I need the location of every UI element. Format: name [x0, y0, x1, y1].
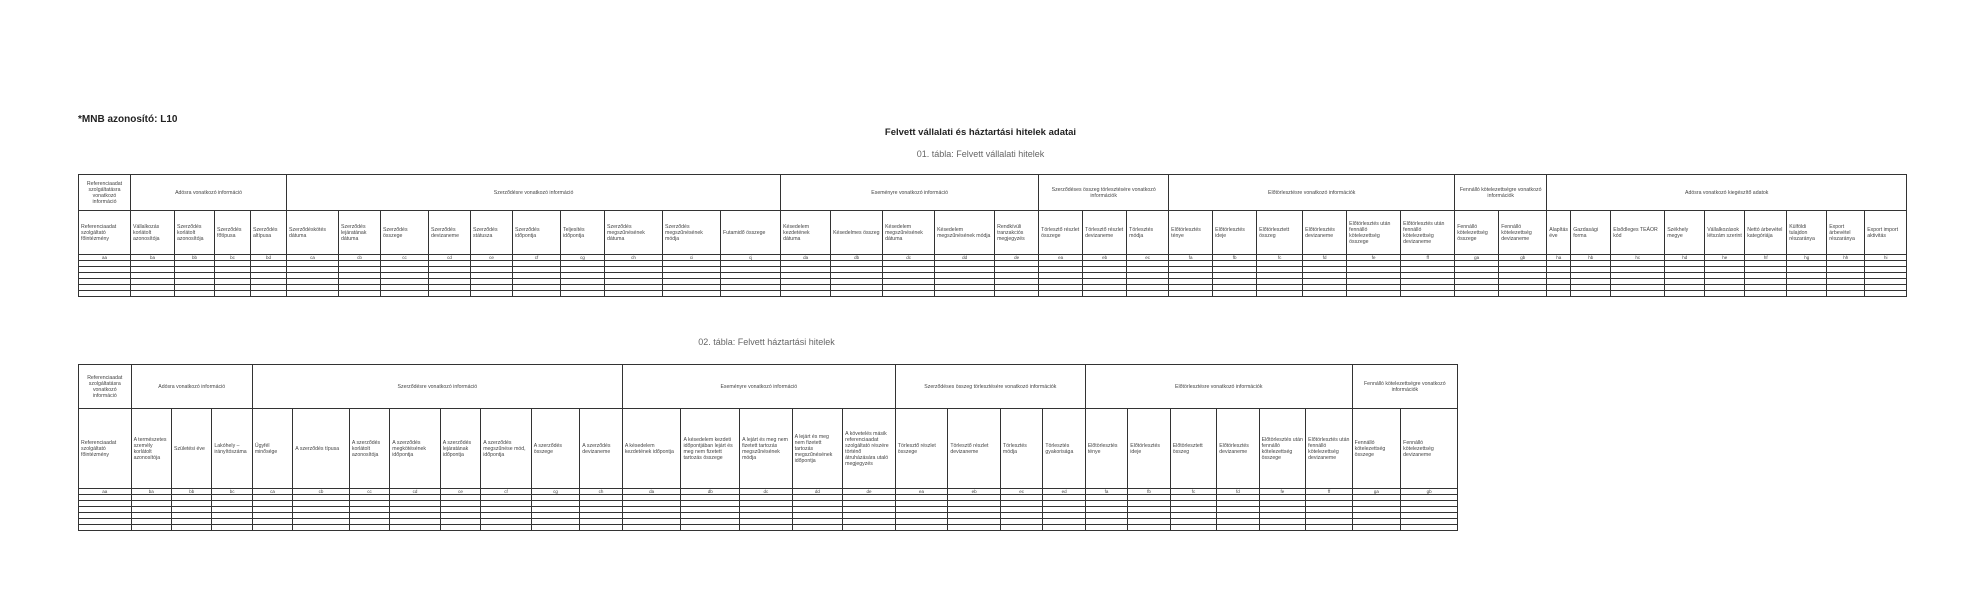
column-header-cell: A szerződés összege	[531, 409, 580, 489]
column-header-cell: Szerződés megszűnésének módja	[663, 211, 721, 255]
column-header-cell: Fennálló kötelezettség devizaneme	[1401, 409, 1458, 489]
column-code-cell: bb	[171, 489, 211, 495]
column-code-cell: da	[781, 255, 831, 261]
column-header-cell: A szerződés devizaneme	[580, 409, 623, 489]
table-cell[interactable]	[1000, 525, 1042, 531]
table-cell[interactable]	[1352, 525, 1401, 531]
column-header-cell: Szerződés megszűnésének dátuma	[605, 211, 663, 255]
page-title: Felvett vállalati és háztartási hitelek adatai	[884, 127, 1077, 138]
column-code-cell: dd	[792, 489, 843, 495]
column-header-cell: Referenciaadat szolgáltató főintézmény	[79, 211, 131, 255]
column-code-cell: ec	[1000, 489, 1042, 495]
table-cell[interactable]	[390, 525, 441, 531]
column-code-cell: fa	[1085, 489, 1127, 495]
column-code-cell: ed	[1043, 489, 1085, 495]
column-code-cell: de	[995, 255, 1039, 261]
group-header-cell: Adósra vonatkozó kiegészítő adatok	[1547, 175, 1907, 211]
group-header-cell: Szerződésre vonatkozó információ	[252, 365, 622, 409]
column-code-cell: fe	[1259, 489, 1305, 495]
group-header-cell: Eseményre vonatkozó információ	[622, 365, 895, 409]
table-cell[interactable]	[1547, 291, 1571, 297]
column-header-cell: A természetes személy korlátolt azonosítója	[131, 409, 171, 489]
column-header-cell: A késedelem kezdetének időpontja	[622, 409, 681, 489]
column-code-cell: aa	[79, 255, 131, 261]
table-row	[79, 291, 1907, 297]
column-code-cell: db	[831, 255, 883, 261]
table-cell[interactable]	[287, 291, 339, 297]
table-cell[interactable]	[349, 525, 389, 531]
column-header-cell: Szerződés lejáratának dátuma	[339, 211, 381, 255]
column-header-cell: Születési éve	[171, 409, 211, 489]
table-cell[interactable]	[843, 525, 896, 531]
table-cell[interactable]	[895, 525, 948, 531]
column-code-cell: ce	[471, 255, 513, 261]
column-code-cell: dc	[740, 489, 793, 495]
group-header-cell: Szerződéses összeg törlesztésére vonatkozó információk	[895, 365, 1085, 409]
column-code-cell: ca	[252, 489, 292, 495]
column-code-cell: bc	[212, 489, 252, 495]
table-cell[interactable]	[131, 291, 175, 297]
column-header-cell: Előtörlesztés után fennálló kötelezettség összege	[1347, 211, 1401, 255]
column-header-cell: Vállalkozás korlátolt azonosítója	[131, 211, 175, 255]
column-header-cell: Késedelmes összeg	[831, 211, 883, 255]
column-code-cell: fa	[1169, 255, 1213, 261]
column-code-cell: eb	[948, 489, 1001, 495]
group-header-cell: Szerződésre vonatkozó információ	[287, 175, 781, 211]
column-code-cell: ha	[1547, 255, 1571, 261]
column-header-cell: Törlesztés módja	[1000, 409, 1042, 489]
column-code-cell: ff	[1401, 255, 1455, 261]
column-header-cell: Előtörlesztés ténye	[1085, 409, 1127, 489]
table-cell[interactable]	[1043, 525, 1085, 531]
column-code-cell: ec	[1127, 255, 1169, 261]
table-cell[interactable]	[948, 525, 1001, 531]
group-header-row	[79, 365, 1458, 409]
column-code-cell: fb	[1213, 255, 1257, 261]
table1-caption: 01. tábla: Felvett vállalati hitelek	[916, 149, 1045, 159]
group-header-cell: Adósra vonatkozó információ	[131, 365, 252, 409]
column-code-cell: fc	[1170, 489, 1216, 495]
column-header-cell: Szerződéskötés dátuma	[287, 211, 339, 255]
group-header-cell: Szerződéses összeg törlesztésére vonatkozó információk	[1039, 175, 1169, 211]
table-cell[interactable]	[531, 525, 580, 531]
table-cell[interactable]	[1306, 525, 1353, 531]
table-cell[interactable]	[1745, 291, 1787, 297]
column-code-cell: gb	[1401, 489, 1458, 495]
group-header-cell: Referenciaadat szolgáltatásra vonatkozó információ	[79, 365, 132, 409]
table-cell[interactable]	[1085, 525, 1127, 531]
column-code-cell: cd	[390, 489, 441, 495]
column-header-cell: Késedelem megszűnésének dátuma	[883, 211, 935, 255]
table-cell[interactable]	[429, 291, 471, 297]
column-code-cell: fb	[1128, 489, 1170, 495]
column-code-cell: bd	[251, 255, 287, 261]
column-code-cell: hb	[1571, 255, 1611, 261]
group-header-cell: Adósra vonatkozó információ	[131, 175, 287, 211]
table-cell[interactable]	[1499, 291, 1547, 297]
column-code-cell: dd	[935, 255, 995, 261]
table-cell[interactable]	[1259, 525, 1305, 531]
column-header-cell: Szerződés státusza	[471, 211, 513, 255]
column-header-cell: Fennálló kötelezettség összege	[1352, 409, 1401, 489]
column-code-cell: hh	[1827, 255, 1865, 261]
column-code-cell: ea	[895, 489, 948, 495]
table-cell[interactable]	[252, 525, 292, 531]
column-code-cell: eb	[1083, 255, 1127, 261]
table-cell[interactable]	[605, 291, 663, 297]
column-header-cell: A lejárt és meg nem fizetett tartozás megszűnésének módja	[740, 409, 793, 489]
column-code-cell: ch	[605, 255, 663, 261]
group-header-cell: Fennálló kötelezettségre vonatkozó információk	[1455, 175, 1547, 211]
column-header-cell: Külföldi tulajdon részaránya	[1787, 211, 1827, 255]
column-code-cell: ba	[131, 255, 175, 261]
column-code-cell: ga	[1352, 489, 1401, 495]
column-code-cell: ch	[580, 489, 623, 495]
table-cell[interactable]	[792, 525, 843, 531]
table-cell[interactable]	[1401, 525, 1458, 531]
column-code-cell: de	[843, 489, 896, 495]
table-cell[interactable]	[293, 525, 350, 531]
column-header-cell: Előtörlesztés után fennálló kötelezettség összege	[1259, 409, 1305, 489]
column-code-cell: cg	[561, 255, 605, 261]
column-header-cell: A követelés másik referenciaadat szolgáltató részére történő átruházására utaló megjegyzés	[843, 409, 896, 489]
table-cell[interactable]	[1170, 525, 1216, 531]
column-code-cell: ci	[663, 255, 721, 261]
group-header-cell: Referenciaadat szolgáltatásra vonatkozó információ	[79, 175, 131, 211]
column-code-cell: hf	[1745, 255, 1787, 261]
column-code-cell: ca	[287, 255, 339, 261]
column-code-cell: ba	[131, 489, 171, 495]
table-cell[interactable]	[131, 525, 171, 531]
column-code-cell: dc	[883, 255, 935, 261]
table-cell[interactable]	[580, 525, 623, 531]
column-code-cell: cg	[531, 489, 580, 495]
column-code-cell: hd	[1665, 255, 1705, 261]
column-header-cell: Törlesztő részlet összege	[1039, 211, 1083, 255]
column-code-cell: bb	[175, 255, 215, 261]
column-code-cell: ga	[1455, 255, 1499, 261]
column-code-cell: cf	[481, 489, 532, 495]
table-cell[interactable]	[1303, 291, 1347, 297]
column-header-cell: Referenciaadat szolgáltató főintézmény	[79, 409, 132, 489]
table-cell[interactable]	[1127, 291, 1169, 297]
table-cell[interactable]	[1128, 525, 1170, 531]
column-header-cell: Törlesztés módja	[1127, 211, 1169, 255]
column-code-cell: db	[681, 489, 740, 495]
column-header-cell: Szerződés korlátolt azonosítója	[175, 211, 215, 255]
table-cell[interactable]	[1787, 291, 1827, 297]
table-cell[interactable]	[471, 291, 513, 297]
column-header-cell: A lejárt és meg nem fizetett tartozás megszűnésének időpontja	[792, 409, 843, 489]
table-cell[interactable]	[995, 291, 1039, 297]
table-cell[interactable]	[79, 525, 132, 531]
column-code-cell: bc	[215, 255, 251, 261]
table-cell[interactable]	[721, 291, 781, 297]
table-cell[interactable]	[339, 291, 381, 297]
column-header-cell: Gazdasági forma	[1571, 211, 1611, 255]
column-header-cell: Késedelem kezdetének dátuma	[781, 211, 831, 255]
column-header-row	[79, 211, 1907, 255]
column-header-cell: A késedelem kezdeti időpontjában lejárt és meg nem fizetett tartozás összege	[681, 409, 740, 489]
column-header-cell: Lakóhely – irányítószáma	[212, 409, 252, 489]
table-cell[interactable]	[781, 291, 831, 297]
table-cell[interactable]	[1169, 291, 1213, 297]
column-header-cell: Törlesztő részlet devizaneme	[948, 409, 1001, 489]
table-cell[interactable]	[1257, 291, 1303, 297]
column-header-cell: A szerződés korlátolt azonosítója	[349, 409, 389, 489]
table-cell[interactable]	[1611, 291, 1665, 297]
column-code-cell: cb	[293, 489, 350, 495]
column-header-cell: Futamidő összege	[721, 211, 781, 255]
table-cell[interactable]	[1571, 291, 1611, 297]
table-cell[interactable]	[1827, 291, 1865, 297]
column-header-row	[79, 409, 1458, 489]
group-header-cell: Fennálló kötelezettségre vonatkozó információk	[1352, 365, 1457, 409]
table-cell[interactable]	[215, 291, 251, 297]
column-header-cell: Szerződés időpontja	[513, 211, 561, 255]
column-header-cell: Fennálló kötelezettség összege	[1455, 211, 1499, 255]
column-code-cell: he	[1705, 255, 1745, 261]
group-header-cell: Előtörlesztésre vonatkozó információk	[1169, 175, 1455, 211]
column-header-cell: Előtörlesztés devizaneme	[1303, 211, 1347, 255]
table-cell[interactable]	[251, 291, 287, 297]
table-cell[interactable]	[681, 525, 740, 531]
column-header-cell: A szerződés megkötésének időpontja	[390, 409, 441, 489]
column-code-cell: cc	[381, 255, 429, 261]
column-code-cell: cj	[721, 255, 781, 261]
column-header-cell: Szerződés főtípusa	[215, 211, 251, 255]
column-header-cell: Elsődleges TEÁOR kód	[1611, 211, 1665, 255]
column-header-cell: Törlesztő részlet devizaneme	[1083, 211, 1127, 255]
column-code-cell: fe	[1347, 255, 1401, 261]
table-cell[interactable]	[1039, 291, 1083, 297]
column-header-cell: Előtörlesztés ténye	[1169, 211, 1213, 255]
table-cell[interactable]	[831, 291, 883, 297]
column-header-cell: Nettó árbevétel kategóriája	[1745, 211, 1787, 255]
column-code-cell: da	[622, 489, 681, 495]
column-header-cell: Teljesítés időpontja	[561, 211, 605, 255]
column-code-cell: gb	[1499, 255, 1547, 261]
column-header-cell: Késedelem megszűnésének módja	[935, 211, 995, 255]
column-header-cell: Szerződés összege	[381, 211, 429, 255]
column-header-cell: Előtörlesztett összeg	[1257, 211, 1303, 255]
column-code-cell: cc	[349, 489, 389, 495]
column-code-cell: hi	[1865, 255, 1907, 261]
column-code-cell: hc	[1611, 255, 1665, 261]
column-header-cell: Alapítás éve	[1547, 211, 1571, 255]
column-code-cell: aa	[79, 489, 132, 495]
table-cell[interactable]	[1665, 291, 1705, 297]
table-cell[interactable]	[622, 525, 681, 531]
table-cell[interactable]	[1705, 291, 1745, 297]
mnb-identifier: *MNB azonosító: L10	[78, 114, 178, 125]
table-cell[interactable]	[740, 525, 793, 531]
table-cell[interactable]	[175, 291, 215, 297]
group-header-row	[79, 175, 1907, 211]
column-code-cell: cb	[339, 255, 381, 261]
table-cell[interactable]	[513, 291, 561, 297]
table-cell[interactable]	[561, 291, 605, 297]
table-cell[interactable]	[1401, 291, 1455, 297]
column-header-cell: Előtörlesztés ideje	[1213, 211, 1257, 255]
column-header-cell: Fennálló kötelezettség devizaneme	[1499, 211, 1547, 255]
table-cell[interactable]	[79, 291, 131, 297]
column-header-cell: Szerződés devizaneme	[429, 211, 471, 255]
column-header-cell: Ügyfél minősége	[252, 409, 292, 489]
household-loans-table	[78, 364, 1458, 531]
table-cell[interactable]	[1213, 291, 1257, 297]
table-cell[interactable]	[935, 291, 995, 297]
column-code-cell: cd	[429, 255, 471, 261]
table-cell[interactable]	[1217, 525, 1259, 531]
table-cell[interactable]	[381, 291, 429, 297]
column-code-cell: cf	[513, 255, 561, 261]
corporate-loans-table	[78, 174, 1907, 297]
column-code-cell: ea	[1039, 255, 1083, 261]
column-code-cell: fd	[1217, 489, 1259, 495]
column-header-cell: Székhely megye	[1665, 211, 1705, 255]
column-header-cell: Szerződés altípusa	[251, 211, 287, 255]
column-header-cell: Vállalkozások létszám szerint	[1705, 211, 1745, 255]
table-cell[interactable]	[481, 525, 532, 531]
column-header-cell: Export árbevétel részaránya	[1827, 211, 1865, 255]
table-row	[79, 525, 1458, 531]
table-cell[interactable]	[212, 525, 252, 531]
column-header-cell: Előtörlesztett összeg	[1170, 409, 1216, 489]
column-header-cell: A szerződés megszűnése mód, időpontja	[481, 409, 532, 489]
column-header-cell: A szerződés típusa	[293, 409, 350, 489]
table-cell[interactable]	[663, 291, 721, 297]
column-code-cell: ce	[440, 489, 480, 495]
table-cell[interactable]	[171, 525, 211, 531]
column-header-cell: Előtörlesztés után fennálló kötelezettség devizaneme	[1401, 211, 1455, 255]
column-header-cell: A szerződés lejáratának időpontja	[440, 409, 480, 489]
column-header-cell: Export import aktivitás	[1865, 211, 1907, 255]
column-header-cell: Törlesztő részlet összege	[895, 409, 948, 489]
column-code-cell: fc	[1257, 255, 1303, 261]
column-header-cell: Előtörlesztés devizaneme	[1217, 409, 1259, 489]
table-cell[interactable]	[440, 525, 480, 531]
column-header-cell: Törlesztés gyakorisága	[1043, 409, 1085, 489]
group-header-cell: Előtörlesztésre vonatkozó információk	[1085, 365, 1352, 409]
table-cell[interactable]	[1455, 291, 1499, 297]
column-header-cell: Rendkívüli tranzakciós megjegyzés	[995, 211, 1039, 255]
column-code-cell: hg	[1787, 255, 1827, 261]
table2-caption: 02. tábla: Felvett háztartási hitelek	[698, 337, 835, 347]
table-cell[interactable]	[1865, 291, 1907, 297]
table-cell[interactable]	[1083, 291, 1127, 297]
column-code-cell: ff	[1306, 489, 1353, 495]
column-header-cell: Előtörlesztés ideje	[1128, 409, 1170, 489]
table-cell[interactable]	[1347, 291, 1401, 297]
table-cell[interactable]	[883, 291, 935, 297]
column-header-cell: Előtörlesztés után fennálló kötelezettség devizaneme	[1306, 409, 1353, 489]
column-code-cell: fd	[1303, 255, 1347, 261]
group-header-cell: Eseményre vonatkozó információ	[781, 175, 1039, 211]
